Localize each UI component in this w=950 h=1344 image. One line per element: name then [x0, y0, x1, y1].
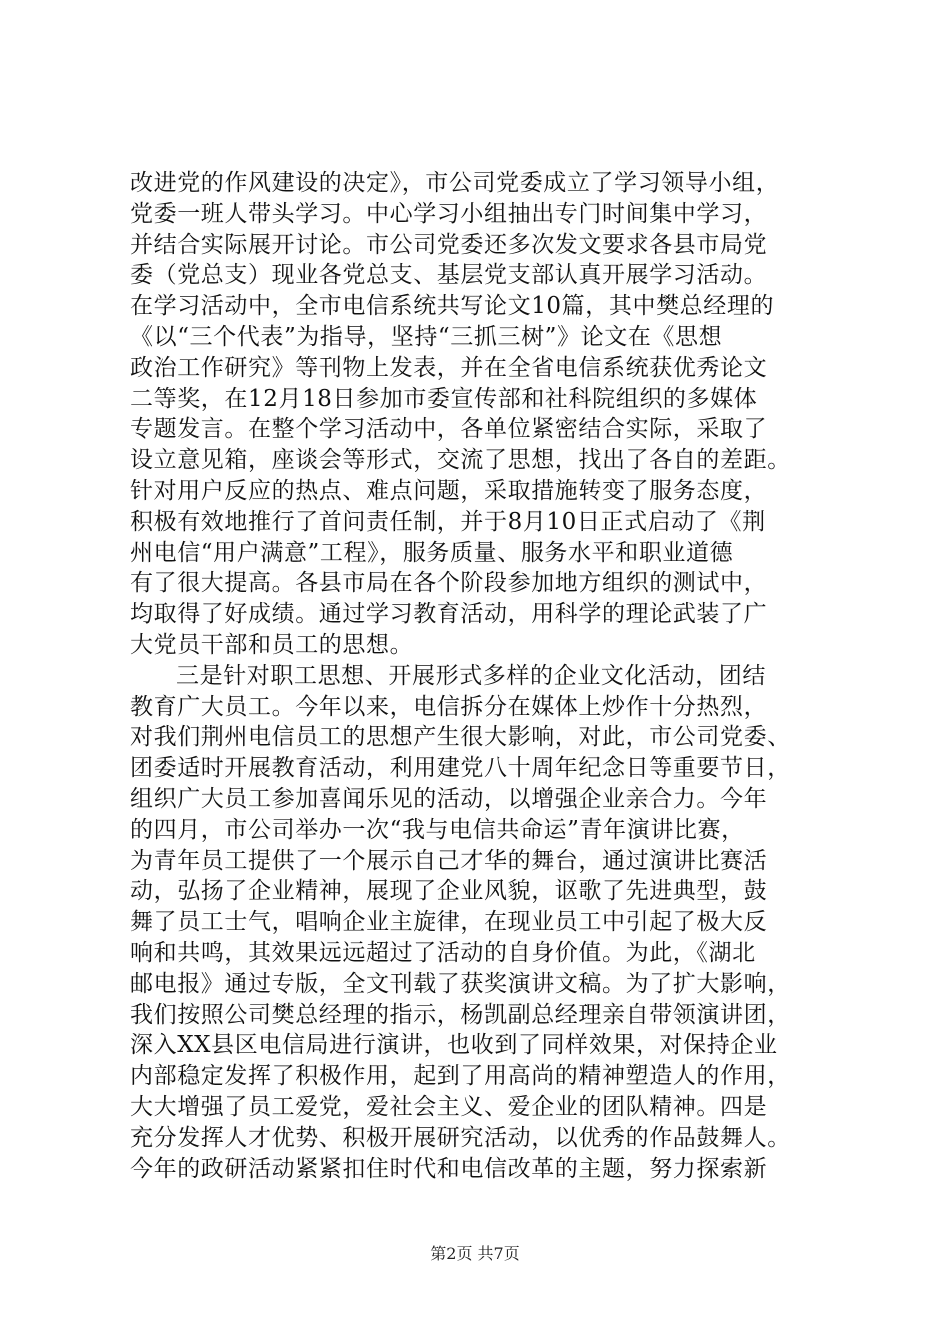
text-line: 二等奖，在12月18日参加市委宣传部和社科院组织的多媒体 — [130, 385, 758, 412]
text-line: 针对用户反应的热点、难点问题，采取措施转变了服务态度， — [130, 477, 768, 504]
text-line: 我们按照公司樊总经理的指示，杨凯副总经理亲自带领演讲团， — [130, 1001, 791, 1028]
text-line: 州电信“用户满意”工程》，服务质量、服务水平和职业道德 — [130, 539, 734, 566]
text-line: 组织广大员工参加喜闻乐见的活动，以增强企业亲合力。今年 — [130, 785, 768, 812]
text-line: 有了很大提高。各县市局在各个阶段参加地方组织的测试中， — [130, 570, 768, 597]
text-line: 为青年员工提供了一个展示自己才华的舞台，通过演讲比赛活 — [130, 847, 768, 874]
text-line: 党委一班人带头学习。中心学习小组抽出专门时间集中学习， — [130, 200, 768, 227]
text-line: 大大增强了员工爱党，爱社会主义、爱企业的团队精神。四是 — [130, 1093, 768, 1120]
text-line: 舞了员工士气，唱响企业主旋律，在现业员工中引起了极大反 — [130, 909, 768, 936]
text-line: 响和共鸣，其效果远远超过了活动的自身价值。为此，《湖北 — [130, 939, 756, 966]
text-line: 今年的政研活动紧紧扣住时代和电信改革的主题，努力探索新 — [130, 1155, 768, 1182]
paragraph-start-line: 三是针对职工思想、开展形式多样的企业文化活动，团结 — [176, 662, 766, 689]
document-body — [130, 168, 840, 1184]
text-line: 均取得了好成绩。通过学习教育活动，用科学的理论武装了广 — [130, 601, 768, 628]
text-line: 并结合实际展开讨论。市公司党委还多次发文要求各县市局党 — [130, 231, 768, 258]
text-line: 邮电报》通过专版，全文刊载了获奖演讲文稿。为了扩大影响， — [130, 970, 791, 997]
text-line: 《以“三个代表”为指导，坚持“三抓三树”》论文在《思想 — [130, 323, 723, 350]
text-line: 团委适时开展教育活动，利用建党八十周年纪念日等重要节日， — [130, 755, 791, 782]
text-line: 的四月，市公司举办一次“我与电信共命运”青年演讲比赛， — [130, 816, 745, 843]
text-line: 深入XX县区电信局进行演讲，也收到了同样效果，对保持企业 — [130, 1032, 778, 1059]
text-line: 改进党的作风建设的决定》，市公司党委成立了学习领导小组， — [130, 170, 780, 196]
text-line: 充分发挥人才优势、积极开展研究活动，以优秀的作品鼓舞人。 — [130, 1124, 791, 1151]
text-line: 设立意见箱，座谈会等形式，交流了思想，找出了各自的差距。 — [130, 447, 791, 474]
text-line: 动，弘扬了企业精神，展现了企业风貌，讴歌了先进典型，鼓 — [130, 878, 768, 905]
text-line: 对我们荆州电信员工的思想产生很大影响，对此，市公司党委、 — [130, 724, 791, 751]
text-line: 大党员干部和员工的思想。 — [130, 631, 414, 658]
text-line: 政治工作研究》等刊物上发表，并在全省电信系统获优秀论文 — [130, 354, 768, 381]
text-line: 在学习活动中，全市电信系统共写论文10篇，其中樊总经理的 — [130, 293, 775, 320]
page-number-footer: 第2页 共7页 — [430, 1244, 520, 1263]
text-line: 教育广大员工。今年以来，电信拆分在媒体上炒作十分热烈， — [130, 693, 768, 720]
text-line: 积极有效地推行了首问责任制，并于8月10日正式启动了《荆 — [130, 508, 766, 535]
text-line: 内部稳定发挥了积极作用，起到了用高尚的精神塑造人的作用， — [130, 1063, 791, 1090]
text-line: 专题发言。在整个学习活动中，各单位紧密结合实际，采取了 — [130, 416, 768, 443]
text-line: 委（党总支）现业各党总支、基层党支部认真开展学习活动。 — [130, 262, 768, 289]
